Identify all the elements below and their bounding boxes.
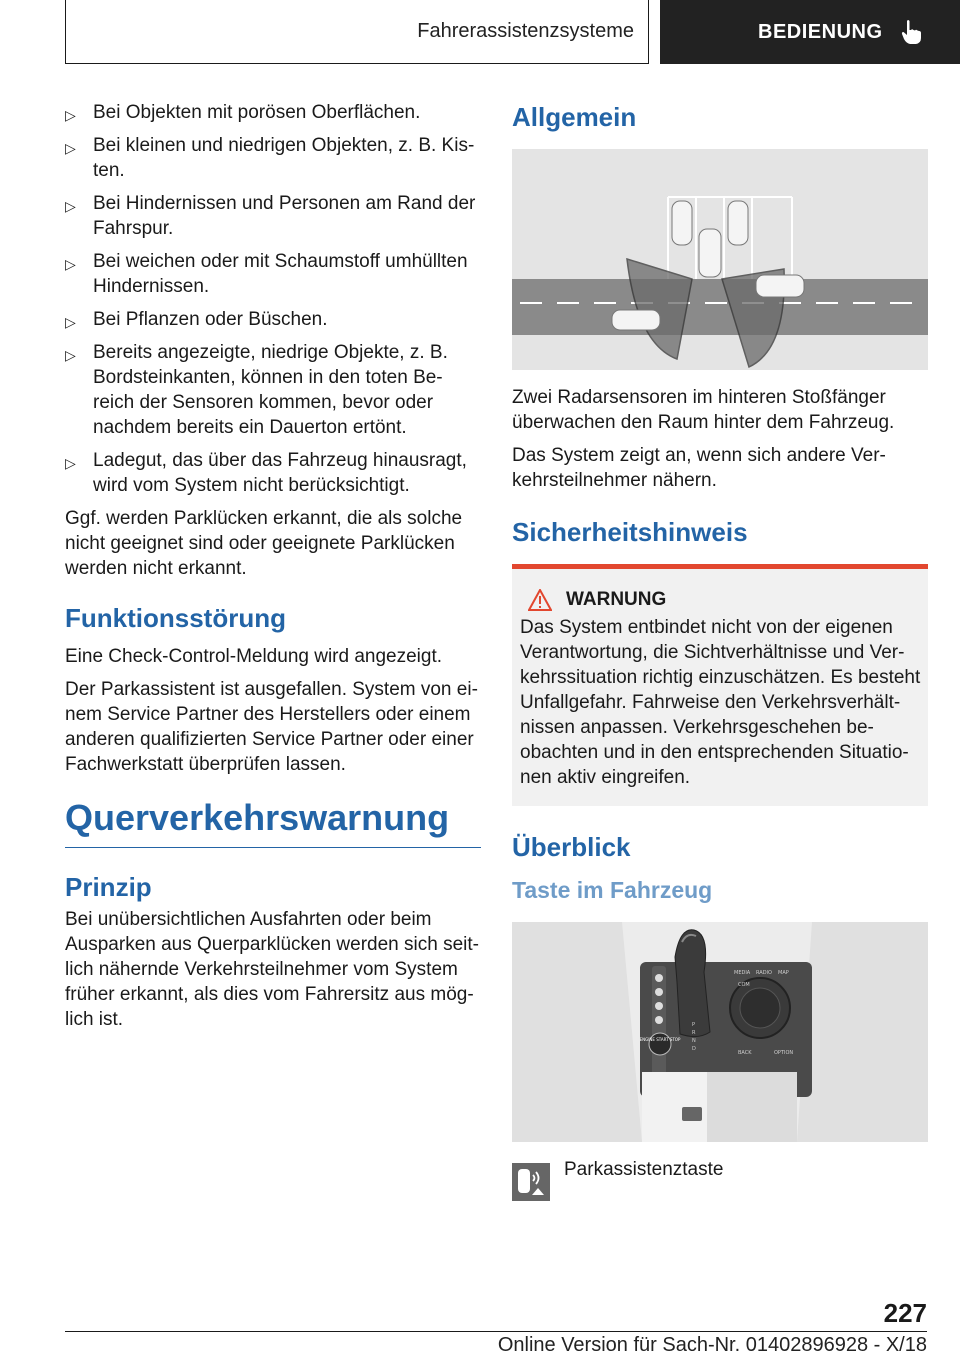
radio-button-label[interactable]: RADIO bbox=[756, 970, 772, 976]
radar-diagram bbox=[512, 149, 928, 370]
heading-button: Taste im Fahrzeug bbox=[512, 877, 713, 903]
limitations-list bbox=[65, 100, 481, 498]
bullet-marker: ▷ bbox=[65, 314, 76, 330]
general-text-1: Zwei Radarsensoren im hinteren Stoßfänger überwachen den Raum hinter dem Fahrzeug. bbox=[512, 387, 895, 433]
bullet-marker: ▷ bbox=[65, 256, 76, 272]
footer-divider bbox=[65, 1331, 927, 1332]
warning-title-row bbox=[528, 589, 922, 611]
page-number: 227 bbox=[883, 1298, 927, 1328]
gear-n-label: N bbox=[692, 1038, 696, 1044]
list-item: ▷ Bei Objekten mit porösen Oberflächen. bbox=[65, 100, 481, 125]
general-text-2: Das System zeigt an, wenn sich andere Ver-kehrsteilnehmer nähern. bbox=[512, 445, 886, 491]
park-assist-icon bbox=[512, 1163, 550, 1201]
list-item: ▷ Ladegut, das über das Fahrzeug hinausragt, wird vom System nicht berücksichtigt. bbox=[65, 450, 467, 496]
com-button-label[interactable]: COM bbox=[738, 982, 750, 988]
gear-r-label: R bbox=[692, 1030, 696, 1036]
gear-p-label: P bbox=[692, 1022, 696, 1028]
bullet-marker: ▷ bbox=[65, 347, 76, 363]
heading-safety: Sicherheitshinweis bbox=[512, 517, 748, 547]
fault-text-1: Eine Check-Control-Meldung wird angezeigt. bbox=[65, 646, 443, 667]
heading-general: Allgemein bbox=[512, 102, 637, 132]
heading-principle: Prinzip bbox=[65, 872, 152, 902]
fault-text-2: Der Parkassistent ist ausgefallen. System von ei-nem Service Partner des Herstellers oder einem anderen qualifizierten Service Partner oder einer Fachwerkstatt überprüfen lassen. bbox=[65, 679, 478, 775]
warning-box bbox=[512, 564, 928, 806]
list-item: ▷ Bei kleinen und niedrigen Objekten, z. B. Kis-ten. bbox=[65, 135, 475, 181]
principle-text: Bei unübersichtlichen Ausfahrten oder beim Ausparken aus Querparklücken werden sich seit-lich nähernde Verkehrsteilnehmer vom System früher erkannt, als dies vom Fahrersitz aus mög-lich ist. bbox=[65, 909, 479, 1030]
list-item: ▷ Bei Pflanzen oder Büschen. bbox=[65, 307, 481, 332]
engine-start-label[interactable]: ENGINE START STOP bbox=[639, 1037, 681, 1042]
left-column bbox=[65, 100, 481, 1040]
header-section-title bbox=[65, 0, 649, 64]
header-chapter-tab[interactable] bbox=[660, 0, 960, 64]
back-button-label[interactable]: BACK bbox=[738, 1050, 752, 1056]
option-button-label[interactable]: OPTION bbox=[774, 1050, 794, 1056]
gear-d-label: D bbox=[692, 1046, 696, 1052]
heading-fault: Funktionsstörung bbox=[65, 603, 286, 633]
media-button-label[interactable]: MEDIA bbox=[734, 970, 751, 976]
warning-triangle-icon bbox=[528, 589, 552, 611]
section-title: Fahrerassistenzsysteme bbox=[417, 20, 634, 42]
button-legend-label: Parkassistenztaste bbox=[564, 1159, 724, 1180]
console-photo bbox=[512, 922, 928, 1142]
list-item: ▷ Bereits angezeigte, niedrige Objekte, z. B. Bordsteinkanten, können in den toten Be-reich der Sensoren kommen, bevor oder nachdem bereits ein Dauerton ertönt. bbox=[65, 342, 448, 438]
list-item: ▷ Bei Hindernissen und Personen am Rand der Fahrspur. bbox=[65, 193, 476, 239]
warning-title: WARNUNG bbox=[566, 589, 667, 610]
warning-text: Das System entbindet nicht von der eigenen Verantwortung, die Sichtverhältnisse und Ver-kehrssituation richtig einzuschätzen. Es besteht Unfallgefahr. Fahrweise den Verkehrsverhält-nissen anpassen. Verkehrsgeschehen be-obachten und in den entsprechenden Situatio-nen aktiv eingreifen. bbox=[520, 617, 921, 788]
bullet-marker: ▷ bbox=[65, 198, 76, 214]
bullet-marker: ▷ bbox=[65, 455, 76, 471]
footer-online-version: Online Version für Sach-Nr. 01402896928 - X/18 bbox=[497, 1334, 927, 1356]
heading-overview: Überblick bbox=[512, 832, 631, 862]
bullet-marker: ▷ bbox=[65, 107, 76, 123]
pointing-hand-icon bbox=[901, 19, 923, 45]
map-button-label[interactable]: MAP bbox=[778, 970, 789, 976]
chapter-title: BEDIENUNG bbox=[758, 20, 883, 43]
button-legend bbox=[512, 1159, 928, 1201]
bullet-marker: ▷ bbox=[65, 140, 76, 156]
list-item: ▷ Bei weichen oder mit Schaumstoff umhüllten Hindernissen. bbox=[65, 251, 468, 297]
parking-note: Ggf. werden Parklücken erkannt, die als solche nicht geeignet sind oder geeignete Parklücken werden nicht erkannt. bbox=[65, 508, 463, 579]
heading-cross-traffic: Querverkehrswarnung bbox=[65, 797, 481, 848]
right-column bbox=[512, 100, 928, 1201]
